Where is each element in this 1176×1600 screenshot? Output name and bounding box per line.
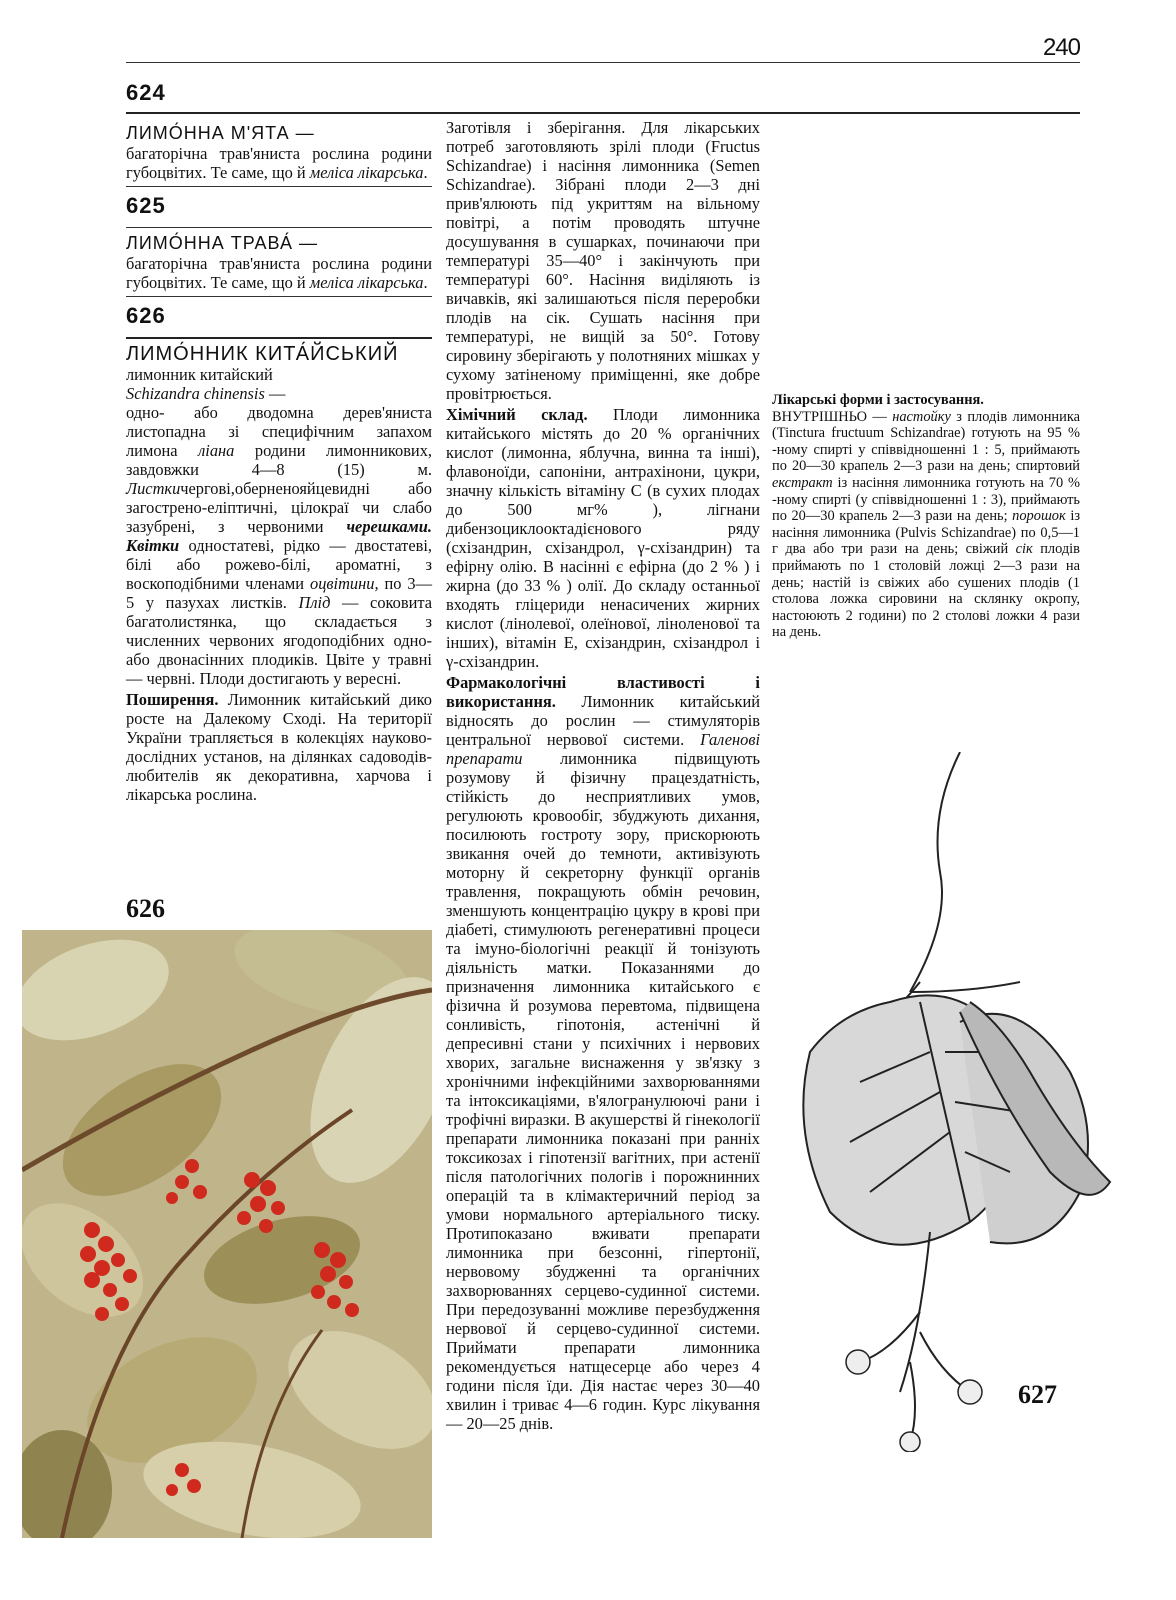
botanical-drawing: [770, 752, 1120, 1452]
text: одностатеві, рідко — двостатеві, білі або рожево-білі, ароматні, з воскоподібними членами: [126, 536, 432, 593]
middle-column: [446, 118, 760, 1433]
term: черешками. Квітки: [126, 517, 432, 555]
chemistry-section: [446, 405, 760, 671]
section-text: Лимонник китайський відносять до рослин — стимуляторів центральної нервової системи.: [446, 692, 760, 749]
text: із насіння лимонника (Pulvis Schizandrae) по 0,5—1 г два або три рази на день; свіжий: [772, 508, 1080, 558]
alt-name: лимонник китайский: [126, 365, 273, 384]
latin-name-text: Schizandra chinensis: [126, 384, 265, 403]
entry-rule: [126, 186, 432, 187]
term: сік: [1015, 541, 1033, 558]
definition-end: .: [423, 273, 428, 292]
term: Галенові препарати: [446, 730, 760, 768]
entry-number-626: 626: [126, 303, 166, 328]
latin-dash: —: [264, 384, 286, 403]
text: родини лимонникових, завдовжки 4—8 (15) м.: [126, 441, 432, 479]
section-text: Для лікарських потреб заготовляють зрілі плоди (Fructus Schizandrae) і насіння лимонника (Semen Schizandrae). Зібрані плоди 2—3 дні прив'ялюють під укриттям на вільному повітрі, а потім проводять штучне досушування в сушарках, починаючи при температурі 35—40° і закінчують при температурі 60°. Насіння виділяють із вичавків, які залишаються після переробки плодів на сік. Сушать насіння при температурі, не вищій за 50°. Готову сировину зберігають у полотняних мішках у сухому затіненому приміщенні, яке добре провітрюється.: [446, 118, 760, 403]
plant-photo: [22, 930, 432, 1538]
headword-624: ЛИМО́ННА М'ЯТА —: [126, 123, 315, 143]
term: Плід: [298, 593, 331, 612]
text: — соковита багатолистянка, що складається з численних червоних ягодоподібних одно- або двонасінних плодиків. Цвіте у травні — червні. Плоди достигають у вересні.: [126, 593, 432, 688]
section-rule: [126, 112, 1080, 114]
cross-reference-link[interactable]: меліса лікарська: [309, 163, 424, 182]
drawing-figure-number: 627: [1018, 1380, 1057, 1409]
definition-625: [126, 254, 432, 292]
headword-626: ЛИМО́ННИК КИТА́ЙСЬКИЙ: [126, 343, 399, 365]
schisandra-drawing-image: [770, 752, 1120, 1452]
cross-reference-link[interactable]: меліса лікарська: [309, 273, 424, 292]
entry-number-624: 624: [126, 80, 166, 105]
entry-rule: [126, 227, 432, 228]
term: екстракт: [772, 474, 833, 491]
text: по 3—5 у пазухах листків.: [126, 574, 432, 612]
section-heading: Поширення.: [126, 690, 219, 709]
section-heading: Заготівля і зберігання.: [446, 118, 626, 137]
entry-rule: [126, 337, 432, 339]
definition-624: [126, 144, 432, 182]
definition-end: .: [423, 163, 428, 182]
headword-625: ЛИМО́ННА ТРАВА́ —: [126, 233, 318, 253]
pharmacology-section: [446, 673, 760, 1433]
plant-description: [126, 403, 432, 688]
text: чергові,оберненояйцевидні або загострено-еліптичні, цілокраї чи слабо зазубрені, з червоними: [126, 479, 432, 536]
entry-rule: [126, 296, 432, 297]
section-text: Лимонник китайський дико росте на Далекому Сході. На території України трапляється в колекціях науково-дослідних установ, на ділянках садоводів-любителів як декоративна, харчова і лікарська рослина.: [126, 690, 432, 804]
right-column: [772, 392, 1080, 641]
section-text: лимонника підвищують розумову й фізичну працездатність, стійкість до несприятливих умов, регулюють кровообіг, збуджують дихання, посилюють гостроту зору, прискорюють звикання очей до темноти, активізують моторну й секреторну функції органів травлення, покращують обмін речовин, зменшують концентрацію цукру в крові при діабеті, стимулюють регенеративні процеси та імуно-біологічні реакції й тонізують діяльність матки. Показаннями до призначення лимонника китайського є фізична й розумова перевтома, підвищена сонливість, гіпотонія, астенічні й депресивні стани у психічних і нервових хворих, загальне виснаження у зв'язку з хронічними інфекційними захворюваннями та інтоксикаціями, в'ялогранулюючі рани і трофічні виразки. В акушерстві й гінекології препарати лимонника показані при ранніх токсикозах і гіпотензії вагітних, при астенії після патологічних пологів і порожнинних операцій та в клімактеричний період за умови нормального артеріального тиску. Протипоказано вживати препарати лимонника при безсонні, гіпертонії, нервовому збудженні та органічних захворюваннях серцево-судинної системи. При передозуванні можливе перезбудження нервової й серцево-судинної системи. Приймати препарати лимонника рекомендується натщесерце або через 4 години після їди. Дія настає через 30—40 хвилин і триває 4—6 годин. Курс лікування — 20—25 днів.: [446, 749, 760, 1433]
lead-text: ВНУТРІШНЬО —: [772, 408, 893, 425]
distribution-section: [126, 690, 432, 804]
header-rule: [126, 62, 1080, 63]
section-heading: Хімічний склад.: [446, 405, 588, 424]
forms-section: [772, 392, 1080, 641]
plant-photo-image: [22, 930, 432, 1538]
term: ліана: [198, 441, 235, 460]
harvest-section: [446, 118, 760, 403]
text: одно- або дводомна дерев'яниста листопадна зі специфічним запахом лимона: [126, 403, 432, 460]
latin-name: [126, 384, 432, 403]
page-number: 240: [1042, 34, 1080, 61]
section-heading: Фармакологічні властивості і використання.: [446, 673, 760, 711]
text: з плодів лимонника (Tinctura fructuum Schizandrae) готують на 95 % -ному спирті у співвідношенні 1 : 5, приймають по 20—30 крапель 2—3 рази на день; спиртовий: [772, 408, 1080, 475]
section-text: Плоди лимонника китайського містять до 20 % органічних кислот (лимонна, яблучна, винна та інші), флавоноїди, сапоніни, антрахінони, цукри, значну кількість вітаміну С (в сухих плодах до 500 мг% ), лігнани дибензоциклооктадієнового ряду (схізандрин, схізандрол, γ-схізандрин) та ефірну олію. В насінні є ефірна (до 2 % ) і жирна (до 33 % ) олії. До складу останньої входять гліцериди ненасичених жирних кислот (лінолевої, олеїнової, ліноленової та інших), вітамін Е, схізандрин, схізандрол і γ-схізандрин.: [446, 405, 760, 671]
term: Листки: [126, 479, 181, 498]
entry-number-625: 625: [126, 193, 166, 218]
text: плодів приймають по 1 столовій ложці 2—3 рази на день; настій із свіжих або сушених плодів (1 столова ложка сировини на склянку окропу, настоюють 2 години) по 2 столові ложки 4 рази на день.: [772, 541, 1080, 641]
term: оцвітини,: [310, 574, 379, 593]
term: настойку: [892, 408, 951, 425]
text: із насіння лимонника готують на 70 % -ному спирті (у співвідношенні 1 : 3), приймають по 20—30 крапель 2—3 рази на день;: [772, 474, 1080, 525]
left-column: [126, 118, 432, 804]
term: порошок: [1012, 508, 1066, 525]
section-heading: Лікарські форми і застосування.: [772, 392, 984, 408]
definition-text: багаторічна трав'яниста рослина родини губоцвітих. Те саме, що й: [126, 144, 432, 182]
definition-text: багаторічна трав'яниста рослина родини губоцвітих. Те саме, що й: [126, 254, 432, 292]
photo-figure-number: 626: [126, 894, 165, 923]
